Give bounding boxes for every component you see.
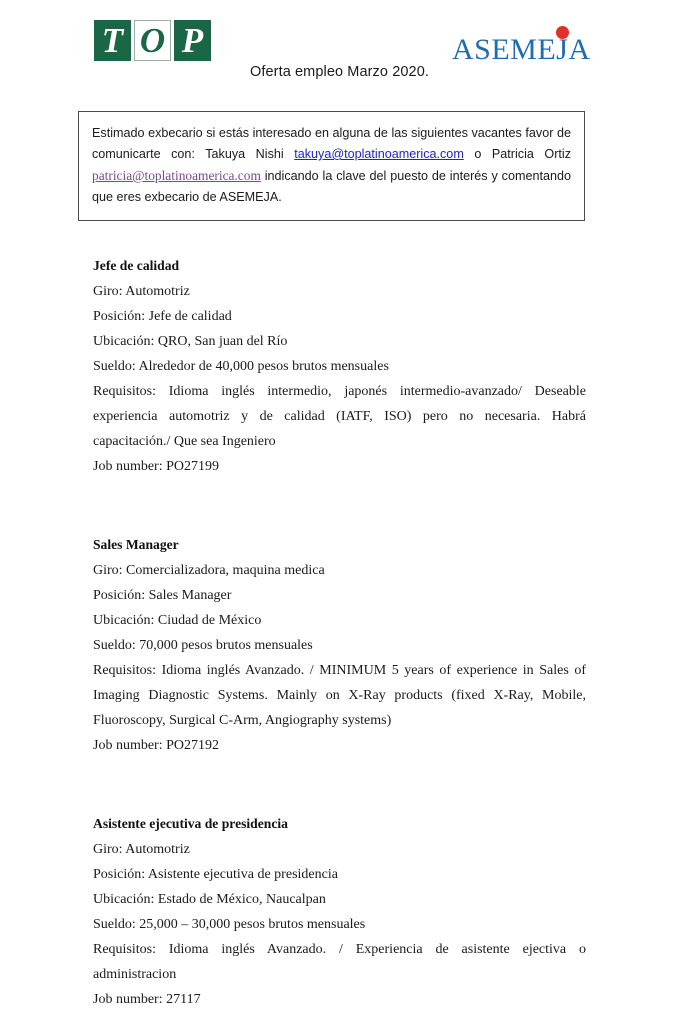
job-title: Jefe de calidad [93, 258, 180, 273]
notice-box [78, 111, 585, 221]
top-logo-letter-t: T [94, 20, 131, 61]
job-number: Job number: PO27192 [93, 738, 219, 753]
email-link-takuya[interactable]: takuya@toplatinoamerica.com [294, 147, 464, 161]
top-logo [94, 20, 211, 61]
notice-text-part-1: Estimado exbecario si estás interesado en alguna de las siguientes vacantes favor de comunicarte con: Takuya Nishi [92, 126, 571, 161]
job-sueldo: Sueldo: 25,000 – 30,000 pesos brutos mensuales [93, 917, 366, 932]
job-requisitos: Requisitos: Idioma inglés intermedio, japonés intermedio-avanzado/ Deseable experiencia automotriz y de calidad (IATF, ISO) pero no necesaria. Habrá capacitación./ Que sea Ingeniero [93, 384, 586, 449]
notice-paragraph [92, 123, 571, 208]
job-posicion: Posición: Jefe de calidad [93, 309, 232, 324]
job-listings [93, 255, 586, 1012]
job-ubicacion: Ubicación: QRO, San juan del Río [93, 334, 288, 349]
notice-text-part-2: o Patricia Ortiz [463, 147, 572, 161]
job-sueldo: Sueldo: 70,000 pesos brutos mensuales [93, 638, 313, 653]
job-giro: Giro: Comercializadora, maquina medica [93, 563, 325, 578]
job-sueldo: Sueldo: Alrededor de 40,000 pesos brutos mensuales [93, 359, 389, 374]
email-link-patricia[interactable]: patricia@toplatinoamerica.com [92, 168, 261, 183]
job-listing [93, 255, 586, 479]
job-posicion: Posición: Sales Manager [93, 588, 232, 603]
top-logo-letter-p: P [174, 20, 211, 61]
asemeja-logo [452, 24, 592, 66]
job-giro: Giro: Automotriz [93, 284, 190, 299]
job-title: Asistente ejecutiva de presidencia [93, 816, 288, 831]
job-number: Job number: 27117 [93, 992, 201, 1007]
page-title: Oferta empleo Marzo 2020. [249, 64, 429, 80]
notice-text-part-3: indicando la clave del puesto de interés y comentando que eres exbecario de ASEMEJA. [92, 169, 571, 204]
job-giro: Giro: Automotriz [93, 842, 190, 857]
job-number: Job number: PO27199 [93, 459, 219, 474]
job-ubicacion: Ubicación: Estado de México, Naucalpan [93, 892, 326, 907]
job-requisitos: Requisitos: Idioma inglés Avanzado. / Experiencia de asistente ejectiva o administracion [93, 942, 586, 982]
job-listing [93, 813, 586, 1012]
job-posicion: Posición: Asistente ejecutiva de presidencia [93, 867, 338, 882]
top-logo-letter-o: O [134, 20, 171, 61]
job-listing [93, 534, 586, 758]
job-ubicacion: Ubicación: Ciudad de México [93, 613, 262, 628]
job-requisitos: Requisitos: Idioma inglés Avanzado. / MINIMUM 5 years of experience in Sales of Imaging Diagnostic Systems. Mainly on X-Ray products (fixed X-Ray, Mobile, Fluoroscopy, Surgical C-Arm, Angiography systems) [93, 663, 586, 728]
asemeja-wordmark: ASEMEJA [452, 33, 591, 66]
job-title: Sales Manager [93, 537, 179, 552]
